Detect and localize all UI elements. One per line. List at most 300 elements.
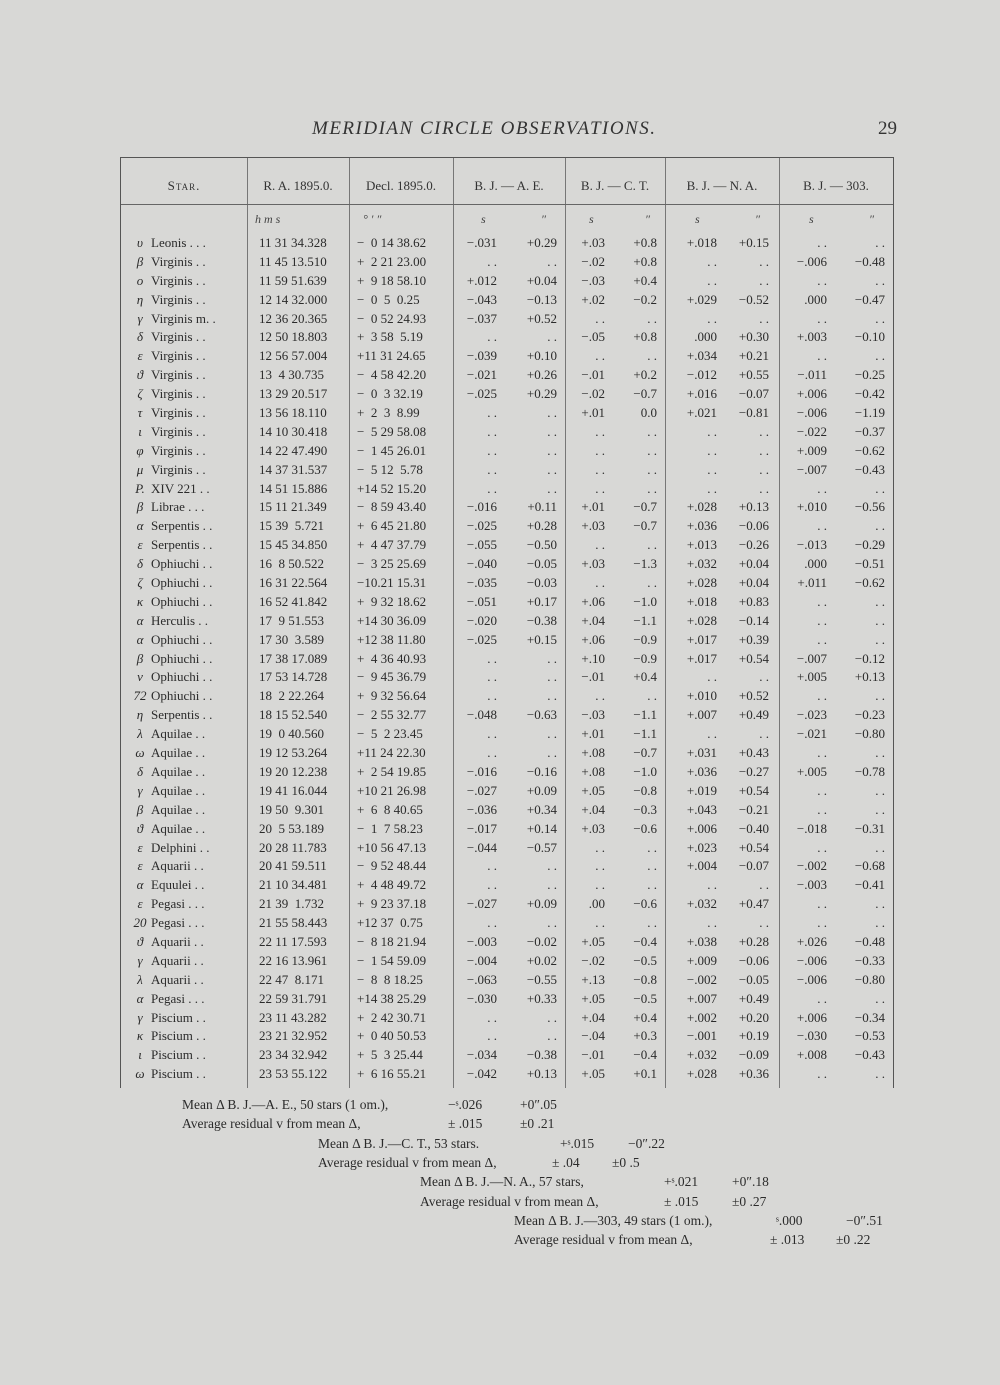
na-arc: . .: [759, 423, 769, 439]
c303-sec: +.006: [796, 1009, 827, 1025]
table-row: [121, 895, 893, 914]
c303-sec: −.013: [796, 537, 827, 553]
c303-arc: −0.43: [854, 461, 885, 477]
ct-arc: −1.3: [633, 556, 657, 572]
na-arc: +0.49: [738, 707, 769, 723]
na-arc: −0.06: [738, 952, 769, 968]
star-name: Virginis . .: [151, 272, 206, 288]
c303-arc: . .: [875, 801, 885, 817]
summary-seconds: ± .015: [664, 1193, 699, 1209]
decl-value: − 2 55 32.77: [357, 707, 427, 723]
c303-arc: . .: [875, 235, 885, 250]
decl-value: + 9 18 58.10: [357, 272, 427, 288]
ct-arc: −0.5: [633, 990, 657, 1006]
na-arc: −0.27: [738, 763, 769, 779]
table-row: [121, 253, 893, 272]
ae-arc: . .: [547, 423, 557, 439]
ae-sec: . .: [487, 1009, 497, 1025]
star-symbol: β: [136, 650, 144, 666]
ra-value: 22 47 8.171: [259, 971, 324, 987]
summary-arcsec: ±0 .21: [520, 1116, 555, 1132]
summary-seconds: ± .04: [552, 1154, 580, 1170]
ct-arc: +0.8: [633, 235, 657, 250]
na-sec: . .: [707, 480, 717, 496]
ra-value: 23 53 55.122: [259, 1066, 328, 1082]
c303-sec: −.007: [796, 461, 827, 477]
na-arc: −0.40: [738, 820, 769, 836]
ct-arc: . .: [647, 839, 657, 855]
ct-sec: +.04: [581, 801, 605, 817]
ae-sec: −.025: [466, 518, 497, 534]
ae-sec: −.016: [466, 763, 497, 779]
ra-value: 16 52 41.842: [259, 593, 328, 609]
ae-arc: . .: [547, 461, 557, 477]
ct-arc: −0.2: [633, 291, 657, 307]
star-symbol: α: [136, 518, 144, 534]
table-row: [121, 366, 893, 385]
table-row: [121, 801, 893, 820]
units-ra: h m s: [255, 212, 281, 226]
units-arcsec: ″: [645, 212, 650, 226]
decl-value: − 1 54 59.09: [357, 952, 427, 968]
star-symbol: β: [136, 499, 144, 515]
na-sec: . .: [707, 272, 717, 288]
ra-value: 21 10 34.481: [259, 877, 328, 893]
na-sec: . .: [707, 253, 717, 269]
decl-value: − 9 52 48.44: [357, 858, 427, 874]
star-name: Virginis . .: [151, 442, 206, 458]
ct-sec: +.06: [581, 593, 605, 609]
ct-sec: +.06: [581, 631, 605, 647]
ct-sec: +.05: [581, 782, 605, 798]
ct-arc: . .: [647, 423, 657, 439]
c303-arc: −0.68: [854, 858, 885, 874]
decl-value: + 6 16 55.21: [357, 1066, 427, 1082]
ae-sec: . .: [487, 253, 497, 269]
ct-sec: −.01: [581, 367, 605, 383]
star-name: Virginis . .: [151, 253, 206, 269]
ra-value: 15 11 21.349: [259, 499, 327, 515]
c303-sec: . .: [817, 612, 827, 628]
summary-label: Average residual v from mean Δ,: [318, 1154, 497, 1170]
ae-sec: +.012: [466, 272, 497, 288]
star-name: Aquilae . .: [151, 782, 206, 798]
decl-value: + 5 3 25.44: [357, 1047, 423, 1063]
star-name: Aquilae . .: [151, 820, 206, 836]
decl-value: + 9 23 37.18: [357, 896, 427, 912]
ae-sec: −.020: [466, 612, 497, 628]
header-ra: R. A. 1895.0.: [263, 178, 333, 193]
ct-sec: . .: [595, 839, 605, 855]
ra-value: 18 2 22.264: [259, 688, 324, 704]
na-sec: +.028: [686, 499, 717, 515]
ae-arc: −0.05: [526, 556, 557, 572]
summary-seconds: ˢ.000: [776, 1212, 803, 1228]
star-symbol: δ: [136, 556, 144, 572]
table-row: [121, 1065, 893, 1084]
ct-sec: −.04: [581, 1028, 605, 1044]
decl-value: + 4 47 37.79: [357, 537, 427, 553]
ra-value: 14 22 47.490: [259, 442, 328, 458]
ct-arc: +0.4: [633, 669, 657, 685]
ct-sec: +.04: [581, 612, 605, 628]
ct-sec: . .: [595, 310, 605, 326]
ae-arc: +0.11: [527, 499, 557, 515]
c303-sec: . .: [817, 272, 827, 288]
table-row: [121, 234, 893, 253]
na-arc: +0.30: [738, 329, 769, 345]
c303-arc: −0.41: [854, 877, 885, 893]
na-sec: +.032: [686, 556, 717, 572]
ra-value: 12 56 57.004: [259, 348, 328, 364]
summary-arcsec: −0″.51: [846, 1212, 883, 1228]
decl-value: − 5 29 58.08: [357, 423, 427, 439]
decl-value: + 2 54 19.85: [357, 763, 427, 779]
ae-arc: −0.03: [526, 575, 557, 591]
table-row: [121, 1009, 893, 1028]
ct-sec: −.02: [581, 952, 605, 968]
decl-value: + 2 42 30.71: [357, 1009, 427, 1025]
na-sec: +.016: [686, 386, 717, 402]
c303-arc: −0.12: [854, 650, 885, 666]
star-symbol: 72: [133, 688, 147, 704]
ra-value: 15 39 5.721: [259, 518, 324, 534]
decl-value: − 5 2 23.45: [357, 726, 423, 742]
ra-value: 21 39 1.732: [259, 896, 324, 912]
decl-value: − 0 3 32.19: [357, 386, 423, 402]
table-row: [121, 914, 893, 933]
na-arc: . .: [759, 877, 769, 893]
star-symbol: P.: [135, 480, 145, 496]
c303-sec: +.006: [796, 386, 827, 402]
ra-value: 15 45 34.850: [259, 537, 328, 553]
c303-sec: . .: [817, 235, 827, 250]
na-sec: −.001: [686, 1028, 717, 1044]
ct-arc: −0.7: [633, 745, 657, 761]
ct-arc: 0.0: [640, 405, 657, 421]
star-name: Ophiuchi . .: [151, 575, 213, 591]
c303-sec: −.007: [796, 650, 827, 666]
c303-arc: +0.13: [854, 669, 885, 685]
ae-arc: . .: [547, 329, 557, 345]
star-name: Aquilae . .: [151, 763, 206, 779]
c303-sec: . .: [817, 915, 827, 931]
na-sec: .000: [694, 329, 717, 345]
c303-arc: −0.47: [854, 291, 885, 307]
ae-arc: −0.38: [526, 1047, 557, 1063]
ct-arc: −0.4: [633, 1047, 657, 1063]
ae-sec: −.048: [466, 707, 497, 723]
c303-arc: . .: [875, 1066, 885, 1082]
decl-value: + 4 36 40.93: [357, 650, 427, 666]
ct-arc: . .: [647, 688, 657, 704]
star-symbol: 20: [133, 915, 147, 931]
na-sec: +.019: [686, 782, 717, 798]
star-symbol: α: [136, 990, 144, 1006]
ct-arc: −0.5: [633, 952, 657, 968]
decl-value: − 5 12 5.78: [357, 461, 423, 477]
ct-arc: −0.7: [633, 499, 657, 515]
c303-arc: −0.48: [854, 933, 885, 949]
star-symbol: γ: [137, 952, 143, 968]
ra-value: 13 56 18.110: [259, 405, 327, 421]
ae-sec: . .: [487, 423, 497, 439]
table-row: [121, 631, 893, 650]
star-name: Ophiuchi . .: [151, 593, 213, 609]
star-symbol: η: [136, 291, 144, 307]
ct-arc: +0.2: [633, 367, 657, 383]
header-bj-303: B. J. — 303.: [803, 178, 869, 193]
ae-sec: −.044: [466, 839, 497, 855]
decl-value: − 9 45 36.79: [357, 669, 427, 685]
c303-sec: . .: [817, 688, 827, 704]
ct-arc: . .: [647, 310, 657, 326]
ct-arc: . .: [647, 575, 657, 591]
ra-value: 11 31 34.328: [259, 235, 327, 250]
ct-arc: −0.7: [633, 386, 657, 402]
c303-sec: +.009: [796, 442, 827, 458]
star-name: Virginis . .: [151, 291, 206, 307]
ae-arc: −0.02: [526, 933, 557, 949]
c303-arc: . .: [875, 990, 885, 1006]
c303-arc: −0.34: [854, 1009, 885, 1025]
table-row: [121, 517, 893, 536]
summary-arcsec: ±0 .22: [836, 1232, 871, 1248]
star-symbol: ε: [137, 839, 143, 855]
decl-value: − 0 14 38.62: [357, 235, 427, 250]
ae-sec: . .: [487, 915, 497, 931]
star-name: Virginis . .: [151, 423, 206, 439]
ct-arc: −1.1: [633, 707, 657, 723]
c303-sec: −.003: [796, 877, 827, 893]
star-symbol: ε: [137, 348, 143, 364]
table-row: [121, 971, 893, 990]
table-row: [121, 876, 893, 895]
summary-arcsec: ±0 .27: [732, 1193, 767, 1209]
ct-sec: .00: [588, 896, 605, 912]
ae-arc: −0.55: [526, 971, 557, 987]
star-name: Ophiuchi . .: [151, 669, 213, 685]
summary-arcsec: −0″.22: [628, 1135, 665, 1151]
star-symbol: α: [136, 877, 144, 893]
observations-table: [120, 157, 894, 1088]
ct-arc: −0.9: [633, 650, 657, 666]
ct-arc: . .: [647, 858, 657, 874]
ra-value: 19 41 16.044: [259, 782, 328, 798]
na-sec: −.002: [686, 971, 717, 987]
ae-arc: +0.28: [526, 518, 557, 534]
ae-sec: −.037: [466, 310, 497, 326]
table-row: [121, 612, 893, 631]
ae-arc: . .: [547, 442, 557, 458]
table-row: [121, 555, 893, 574]
na-arc: . .: [759, 310, 769, 326]
na-arc: +0.19: [738, 1028, 769, 1044]
summary-label: Mean Δ B. J.—A. E., 50 stars (1 om.),: [182, 1097, 389, 1112]
decl-value: + 6 8 40.65: [357, 801, 423, 817]
ae-sec: −.003: [466, 933, 497, 949]
c303-sec: +.026: [796, 933, 827, 949]
star-name: Serpentis . .: [151, 518, 213, 534]
ae-sec: . .: [487, 650, 497, 666]
c303-arc: . .: [875, 480, 885, 496]
ct-sec: −.01: [581, 1047, 605, 1063]
summary-seconds: −ˢ.026: [448, 1097, 483, 1112]
summary-label: Average residual v from mean Δ,: [182, 1116, 361, 1132]
na-arc: +0.55: [738, 367, 769, 383]
ct-arc: . .: [647, 348, 657, 364]
ae-arc: +0.17: [526, 593, 557, 609]
star-name: Librae . . .: [151, 499, 205, 515]
c303-arc: −0.42: [854, 386, 885, 402]
summary-seconds: +ˢ.015: [560, 1135, 595, 1151]
table-row: [121, 857, 893, 876]
c303-sec: . .: [817, 839, 827, 855]
ae-sec: −.004: [466, 952, 497, 968]
ra-value: 23 11 43.282: [259, 1009, 327, 1025]
c303-arc: . .: [875, 745, 885, 761]
star-symbol: η: [136, 707, 144, 723]
ra-value: 19 20 12.238: [259, 763, 328, 779]
ra-value: 21 55 58.443: [259, 915, 328, 931]
ct-sec: +.10: [581, 650, 605, 666]
c303-sec: −.030: [796, 1028, 827, 1044]
header-bj-na: B. J. — N. A.: [686, 178, 758, 193]
ae-arc: . .: [547, 480, 557, 496]
star-symbol: ε: [137, 896, 143, 912]
ra-value: 16 8 50.522: [259, 556, 324, 572]
c303-arc: −0.25: [854, 367, 885, 383]
na-sec: . .: [707, 726, 717, 742]
ae-arc: −0.13: [526, 291, 557, 307]
ct-sec: +.03: [581, 235, 605, 250]
star-symbol: ι: [138, 423, 142, 439]
na-arc: . .: [759, 272, 769, 288]
table-row: [121, 423, 893, 442]
ra-value: 14 37 31.537: [259, 461, 328, 477]
c303-sec: −.011: [797, 367, 827, 383]
ct-arc: −1.1: [633, 612, 657, 628]
ra-value: 20 41 59.511: [259, 858, 327, 874]
summary-label: Average residual v from mean Δ,: [514, 1232, 693, 1248]
na-arc: +0.15: [738, 235, 769, 250]
na-sec: . .: [707, 310, 717, 326]
ct-sec: −.03: [581, 707, 605, 723]
table-row: [121, 933, 893, 952]
ae-arc: −0.57: [526, 839, 557, 855]
na-arc: . .: [759, 669, 769, 685]
na-arc: +0.36: [738, 1066, 769, 1082]
na-arc: −0.09: [738, 1047, 769, 1063]
ae-sec: −.040: [466, 556, 497, 572]
c303-arc: . .: [875, 310, 885, 326]
decl-value: + 2 21 23.00: [357, 253, 427, 269]
ra-value: 22 16 13.961: [259, 952, 328, 968]
ae-arc: +0.10: [526, 348, 557, 364]
star-name: Virginis . .: [151, 348, 206, 364]
decl-value: + 9 32 56.64: [357, 688, 427, 704]
table-body: [121, 234, 893, 1084]
ra-value: 19 0 40.560: [259, 726, 324, 742]
c303-sec: −.006: [796, 952, 827, 968]
c303-sec: . .: [817, 896, 827, 912]
table-row: [121, 536, 893, 555]
page-number: 29: [878, 118, 897, 139]
na-sec: +.032: [686, 1047, 717, 1063]
star-name: Virginis . .: [151, 405, 206, 421]
ae-sec: −.030: [466, 990, 497, 1006]
c303-arc: −0.31: [854, 820, 885, 836]
units-arcsec: ″: [755, 212, 760, 226]
c303-arc: . .: [875, 593, 885, 609]
star-symbol: γ: [137, 782, 143, 798]
table-row: [121, 650, 893, 669]
star-symbol: κ: [136, 593, 144, 609]
ae-arc: +0.34: [526, 801, 557, 817]
ra-value: 11 59 51.639: [259, 272, 327, 288]
decl-value: − 1 7 58.23: [357, 820, 423, 836]
ae-arc: . .: [547, 669, 557, 685]
units-seconds: s: [481, 212, 486, 226]
star-symbol: ε: [137, 858, 143, 874]
ae-sec: . .: [487, 726, 497, 742]
na-sec: . .: [707, 442, 717, 458]
star-symbol: ϑ: [136, 820, 144, 836]
c303-arc: −0.56: [854, 499, 885, 515]
c303-sec: . .: [817, 631, 827, 647]
c303-sec: −.021: [796, 726, 827, 742]
table-row: [121, 593, 893, 612]
c303-sec: −.022: [796, 423, 827, 439]
star-name: Serpentis . .: [151, 707, 213, 723]
c303-arc: −0.33: [854, 952, 885, 968]
na-sec: +.017: [686, 650, 717, 666]
na-sec: +.028: [686, 1066, 717, 1082]
star-name: Piscium . .: [151, 1066, 206, 1082]
ra-value: 17 53 14.728: [259, 669, 328, 685]
ae-sec: −.021: [466, 367, 497, 383]
ct-arc: −0.6: [633, 896, 657, 912]
c303-arc: . .: [875, 612, 885, 628]
na-sec: . .: [707, 669, 717, 685]
c303-arc: . .: [875, 688, 885, 704]
ra-value: 19 12 53.264: [259, 745, 328, 761]
ct-arc: −0.4: [633, 933, 657, 949]
ae-sec: . .: [487, 480, 497, 496]
ct-arc: +0.8: [633, 329, 657, 345]
star-symbol: γ: [137, 310, 143, 326]
c303-arc: −0.80: [854, 971, 885, 987]
star-symbol: ζ: [137, 575, 143, 591]
ra-value: 23 34 32.942: [259, 1047, 328, 1063]
na-sec: +.043: [686, 801, 717, 817]
na-arc: +0.13: [738, 499, 769, 515]
na-sec: +.013: [686, 537, 717, 553]
ra-value: 17 30 3.589: [259, 631, 324, 647]
ct-arc: −1.1: [633, 726, 657, 742]
na-arc: +0.49: [738, 990, 769, 1006]
ct-sec: +.03: [581, 556, 605, 572]
decl-value: − 3 25 25.69: [357, 556, 427, 572]
ae-arc: . .: [547, 1009, 557, 1025]
c303-arc: . .: [875, 631, 885, 647]
ct-sec: +.03: [581, 518, 605, 534]
star-name: Pegasi . . .: [151, 915, 205, 931]
decl-value: − 4 58 42.20: [357, 367, 427, 383]
na-sec: +.034: [686, 348, 717, 364]
na-sec: +.006: [686, 820, 717, 836]
star-name: Ophiuchi . .: [151, 556, 213, 572]
